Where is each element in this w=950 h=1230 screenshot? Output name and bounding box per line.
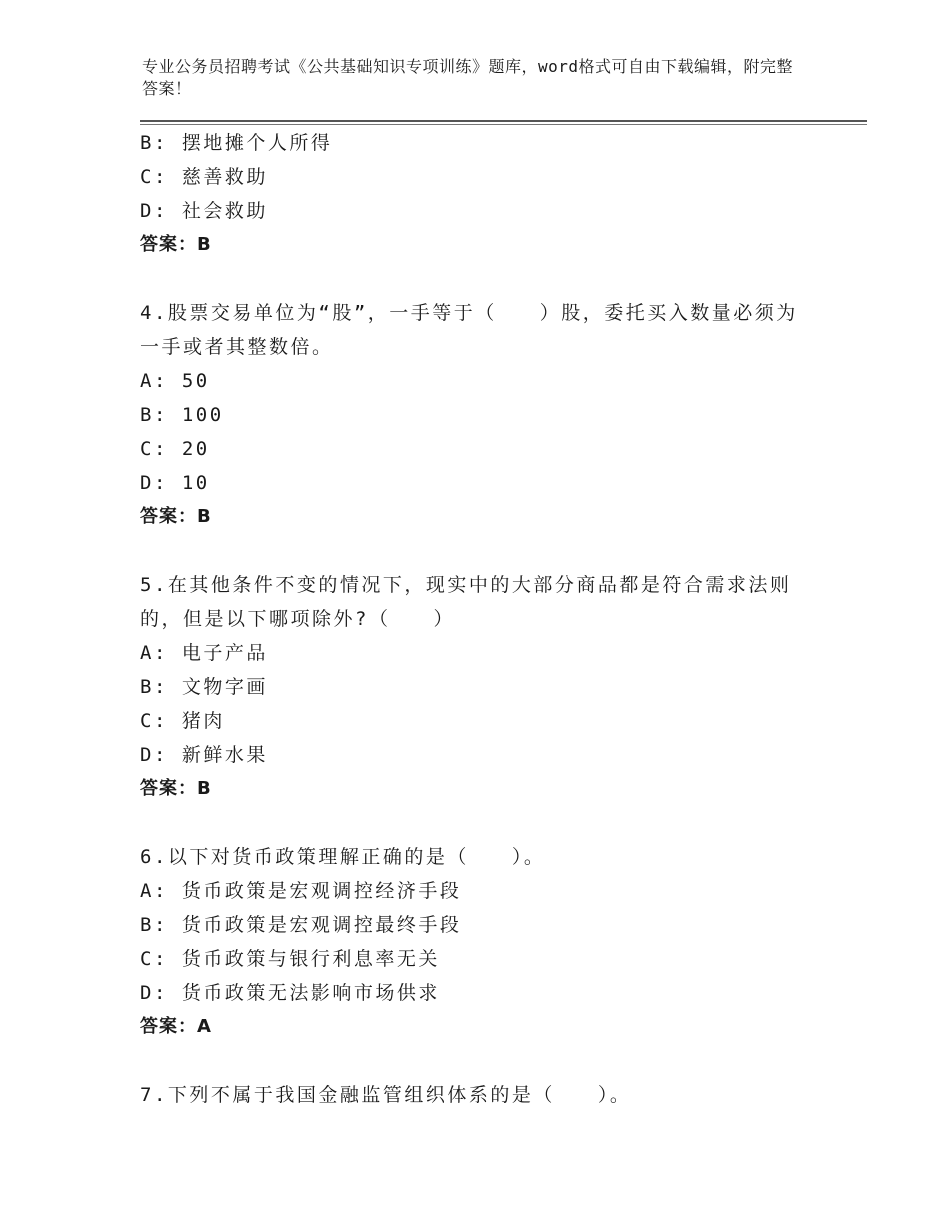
q5-option-b: B: 文物字画 [140, 676, 268, 698]
question-7 [140, 1078, 820, 1112]
q4-text: 4.股票交易单位为“股”，一手等于（ ）股，委托买入数量必须为一手或者其整数倍。 [140, 302, 798, 358]
q5-answer: 答案：B [140, 778, 212, 799]
q4-option-d: D: 10 [140, 472, 210, 494]
q4-answer: 答案：B [140, 506, 212, 527]
q3-answer: 答案：B [140, 234, 212, 255]
q6-option-c: C: 货币政策与银行利息率无关 [140, 948, 440, 970]
q3-option-d: D: 社会救助 [140, 200, 268, 222]
question-content [140, 126, 820, 1112]
q4-option-c: C: 20 [140, 438, 210, 460]
q7-text: 7.下列不属于我国金融监管组织体系的是（ ）。 [140, 1084, 632, 1106]
q5-option-d: D: 新鲜水果 [140, 744, 268, 766]
question-6 [140, 840, 820, 1044]
question-3 [140, 126, 820, 262]
q6-answer: 答案：A [140, 1016, 212, 1037]
q5-text: 5.在其他条件不变的情况下，现实中的大部分商品都是符合需求法则的，但是以下哪项除外?（ ） [140, 574, 792, 630]
q6-option-b: B: 货币政策是宏观调控最终手段 [140, 914, 462, 936]
document-header: 专业公务员招聘考试《公共基础知识专项训练》题库，word格式可自由下载编辑，附完整答案！ [142, 57, 794, 98]
q4-option-a: A: 50 [140, 370, 210, 392]
q4-option-b: B: 100 [140, 404, 224, 426]
spacer [140, 806, 820, 840]
spacer [140, 1044, 820, 1078]
question-4 [140, 296, 820, 534]
q6-option-a: A: 货币政策是宏观调控经济手段 [140, 880, 462, 902]
spacer [140, 534, 820, 568]
header-rule-thick [140, 120, 867, 122]
spacer [140, 262, 820, 296]
q5-option-a: A: 电子产品 [140, 642, 268, 664]
q6-text: 6.以下对货币政策理解正确的是（ ）。 [140, 846, 546, 868]
header-rule-thin [140, 124, 867, 125]
q6-option-d: D: 货币政策无法影响市场供求 [140, 982, 440, 1004]
question-5 [140, 568, 820, 806]
q3-option-c: C: 慈善救助 [140, 166, 268, 188]
q5-option-c: C: 猪肉 [140, 710, 225, 732]
q3-option-b: B: 摆地摊个人所得 [140, 132, 333, 154]
